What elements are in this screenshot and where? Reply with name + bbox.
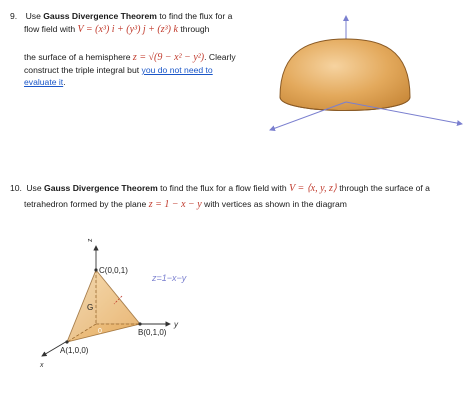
problem-9-line-5 (24, 77, 66, 88)
problem-10-number: 10. (10, 183, 22, 193)
problem-9-intro: Use (25, 11, 41, 21)
problem-9-number: 9. (10, 11, 18, 21)
origin-label: 0 (98, 328, 102, 335)
vertex-b-dot (138, 322, 141, 325)
evaluate-link-part-1[interactable]: you do not need to (141, 65, 213, 75)
vertex-b-label: B(0,1,0) (138, 328, 167, 337)
problem-9-clearly-text: . Clearly (204, 52, 236, 62)
problem-9-surface-text: the surface of a hemisphere (24, 52, 131, 62)
hemisphere-y-axis (346, 102, 462, 124)
hemisphere-figure (262, 14, 467, 139)
tetra-slanted-face (67, 270, 140, 342)
tetra-y-label: y (174, 320, 178, 329)
problem-10-intro: Use (26, 183, 42, 193)
problem-9-through-text: through (180, 24, 210, 34)
problem-10-flux-text: to find the flux for a flow field with (160, 183, 287, 193)
problem-10-through-text: through the surface of a (339, 183, 430, 193)
problem-9-period: . (63, 77, 66, 87)
vertex-a-label: A(1,0,0) (60, 346, 89, 355)
problem-10-vertices-text: with vertices as shown in the diagram (204, 199, 347, 209)
plane-label: z=1−x−y (152, 273, 187, 283)
vertex-c-label: C(0,0,1) (99, 266, 128, 275)
tetra-x-label: x (40, 362, 44, 369)
tetrahedron-figure (30, 232, 230, 377)
problem-10-theorem: Gauss Divergence Theorem (44, 183, 158, 193)
problem-9-theorem: Gauss Divergence Theorem (43, 11, 157, 21)
vertex-c-dot (94, 268, 97, 271)
problem-9-surface-expression: z = √(9 − x² − y²) (132, 52, 205, 63)
evaluate-link-part-2[interactable]: evaluate it (24, 77, 64, 87)
tetra-z-label: z (87, 238, 94, 242)
problem-10-tetra-text: tetrahedron formed by the plane (24, 199, 147, 209)
problem-9-field-expression: V = (x³) i + (y³) j + (z³) k (77, 24, 178, 35)
problem-9-line-3 (24, 51, 236, 64)
problem-10-line-2 (24, 198, 347, 211)
face-g-label: G (87, 303, 94, 312)
hemisphere-dome (280, 39, 410, 111)
vertex-a-dot (65, 340, 68, 343)
problem-9-line-4 (24, 65, 213, 76)
problem-9-flow-text: flow field with (24, 24, 76, 34)
problem-9-line1-rest: to find the flux for a (159, 11, 233, 21)
problem-10-field-expression: V = ⟨x, y, z⟩ (289, 183, 337, 194)
problem-9-construct-text: construct the triple integral but (24, 65, 140, 75)
problem-10-line-1 (10, 182, 430, 195)
problem-9-line-1 (10, 11, 232, 22)
problem-10-plane-expression: z = 1 − x − y (148, 199, 202, 210)
problem-9-line-2 (24, 23, 209, 36)
